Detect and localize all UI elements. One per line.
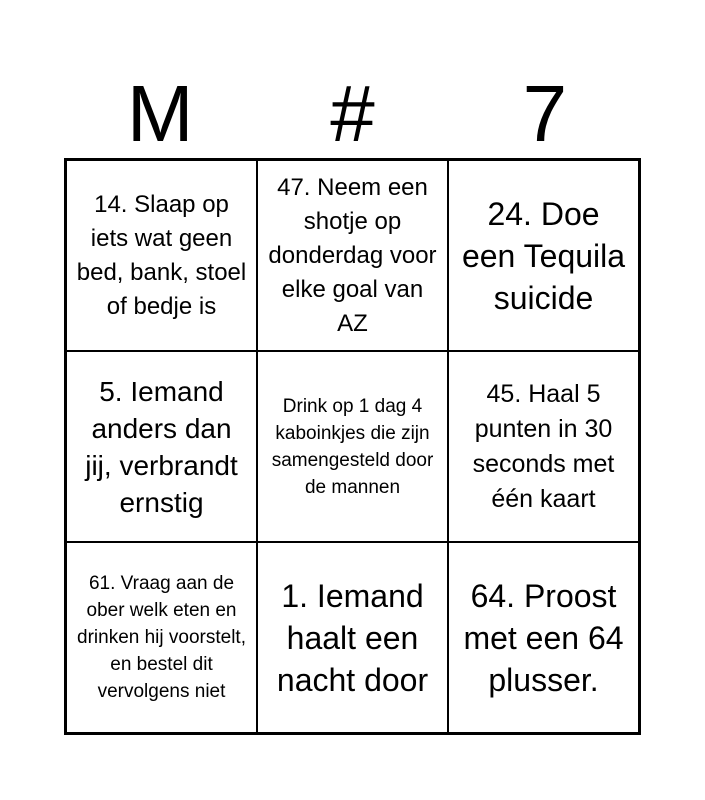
header-letter-3: 7 (522, 69, 568, 158)
bingo-cell-9[interactable]: 64. Proost met een 64 plusser. (448, 542, 639, 733)
bingo-cell-8[interactable]: 1. Iemand haalt een nacht door (257, 542, 448, 733)
bingo-cell-6[interactable]: 45. Haal 5 punten in 30 seconds met één kaart (448, 351, 639, 542)
header-letter-1: M (126, 69, 194, 158)
bingo-grid (64, 158, 641, 735)
bingo-cell-1[interactable]: 14. Slaap op iets wat geen bed, bank, stoel of bedje is (66, 160, 257, 351)
bingo-cell-3[interactable]: 24. Doe een Tequila suicide (448, 160, 639, 351)
header-letter-2: # (330, 69, 375, 158)
bingo-cell-5[interactable]: Drink op 1 dag 4 kaboinkjes die zijn samengesteld door de mannen (257, 351, 448, 542)
bingo-cell-2[interactable]: 47. Neem een shotje op donderdag voor elke goal van AZ (257, 160, 448, 351)
bingo-header (64, 70, 641, 158)
bingo-cell-7[interactable]: 61. Vraag aan de ober welk eten en drinken hij voorstelt, en bestel dit vervolgens niet (66, 542, 257, 733)
bingo-cell-4[interactable]: 5. Iemand anders dan jij, verbrandt ernstig (66, 351, 257, 542)
